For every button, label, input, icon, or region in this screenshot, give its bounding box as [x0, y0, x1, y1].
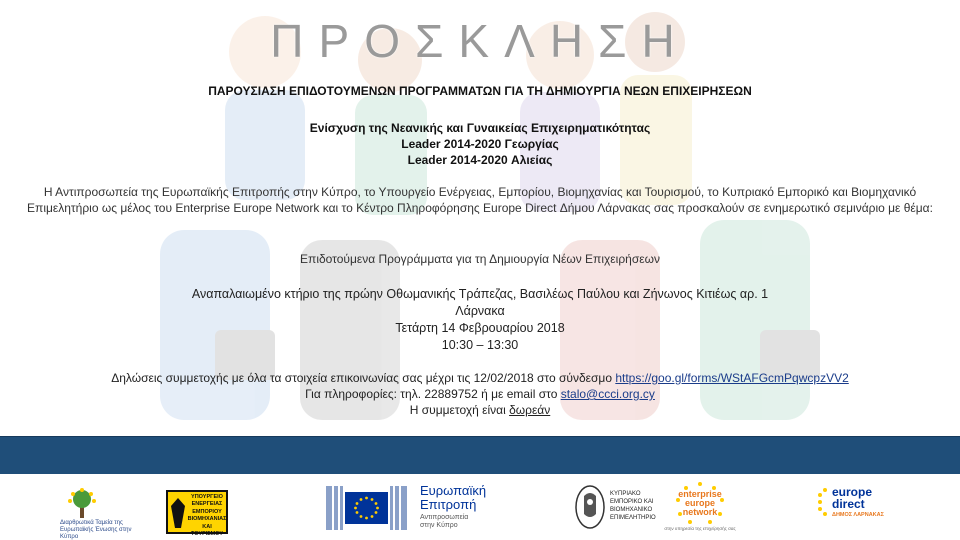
venue-city: Λάρνακα	[455, 304, 505, 318]
europe-direct-name-line: europe	[832, 485, 873, 499]
europe-direct-logo	[814, 482, 894, 534]
free-line	[0, 402, 960, 418]
program-list	[0, 120, 960, 168]
ministry-name-line: ΚΑΙ ΤΟΥΡΙΣΜΟΥ	[191, 523, 223, 538]
chamber-name-line: ΒΙΟΜΗΧΑΝΙΚΟ	[610, 507, 653, 513]
europe-direct-municipality: ΔΗΜΟΣ ΛΑΡΝΑΚΑΣ	[832, 512, 884, 518]
registration-link[interactable]: https://goo.gl/forms/WStAFGcmPqwcpzVV2	[615, 371, 849, 385]
commission-name	[420, 484, 486, 512]
partner-logos	[0, 474, 960, 540]
europe-direct-stars-icon	[818, 488, 832, 516]
venue-address: Αναπαλαιωμένο κτήριο της πρώην Οθωμανικής Τράπεζας, Βασιλέως Παύλου και Ζήνωνος Κιτιέως αρ. 1	[191, 287, 769, 301]
ministry-name-line: ΕΝΕΡΓΕΙΑΣ	[191, 501, 223, 508]
ministry-emblem-icon	[171, 498, 185, 528]
program-line: Leader 2014-2020 Γεωργίας	[401, 137, 559, 151]
contact-text: Για πληροφορίες: τηλ. 22889752 ή με email στο	[305, 387, 561, 401]
een-tagline: στην υπηρεσία της επιχείρησής σας	[664, 526, 736, 531]
ministry-name-line: ΥΠΟΥΡΓΕΙΟ	[191, 494, 223, 500]
venue-details	[0, 286, 960, 354]
commission-building-icon	[322, 482, 412, 534]
event-time: 10:30 – 13:30	[441, 338, 519, 352]
contact-info	[0, 370, 960, 418]
contact-email-link[interactable]: stalo@ccci.org.cy	[560, 387, 655, 401]
chamber-name-line: ΕΠΙΜΕΛΗΤΗΡΙΟ	[610, 515, 656, 521]
commission-subtitle-line: στην Κύπρο	[420, 522, 458, 529]
europe-direct-name	[832, 486, 872, 510]
structural-funds-logo	[60, 488, 140, 540]
contact-line	[0, 386, 960, 402]
tree-icon	[64, 488, 100, 518]
commission-subtitle-line: Αντιπροσωπεία	[420, 514, 469, 521]
enterprise-europe-network-logo	[662, 480, 738, 534]
een-name-line: europe	[684, 498, 715, 508]
commission-name-line: Ευρωπαϊκή	[420, 483, 487, 498]
seminar-topic: Επιδοτούμενα Προγράμματα για τη Δημιουργία Νέων Επιχειρήσεων	[300, 252, 660, 266]
european-commission-logo	[322, 482, 512, 534]
chamber-emblem-icon	[574, 484, 606, 530]
een-name-line: enterprise	[678, 489, 722, 499]
een-name	[662, 490, 738, 517]
invitation-paragraph: Η Αντιπροσωπεία της Ευρωπαϊκής Επιτροπής στην Κύπρο, το Υπουργείο Ενέργειας, Εμπορίου, Βιομηχανίας και Τουρισμού, το Κυπριακό Εμπορικό και Βιομηχανικό Επιμελητήριο ως μέλος του Enterprise Europe Network και το Κέντρο Πληροφόρησης Europe Direct Δήμου Λάρνακας σας προσκαλούν σε ενημερωτικό σεμινάριο με θέμα:	[27, 185, 933, 215]
free-word: δωρεάν	[509, 403, 551, 417]
structural-funds-label: Διαρθρωτικά Ταμεία της Ευρωπαϊκής Ένωσης στην Κύπρο	[60, 520, 132, 540]
event-date: Τετάρτη 14 Φεβρουαρίου 2018	[395, 321, 565, 335]
page-title: ΠΡΟΣΚΛΗΣΗ	[270, 15, 690, 67]
footer-band	[0, 436, 960, 474]
subtitle: ΠΑΡΟΥΣΙΑΣΗ ΕΠΙΔΟΤΟΥΜΕΝΩΝ ΠΡΟΓΡΑΜΜΑΤΩΝ ΓΙΑ ΤΗ ΔΗΜΙΟΥΡΓΙΑ ΝΕΩΝ ΕΠΙΧΕΙΡΗΣΕΩΝ	[208, 84, 752, 98]
commission-subtitle	[420, 514, 468, 530]
commission-name-line: Επιτροπή	[420, 497, 477, 512]
program-line: Leader 2014-2020 Αλιείας	[407, 153, 553, 167]
ministry-name-line: ΕΜΠΟΡΙΟΥ	[192, 508, 222, 515]
free-text: Η συμμετοχή είναι	[409, 403, 510, 417]
program-line: Ενίσχυση της Νεανικής και Γυναικείας Επιχειρηματικότητας	[309, 121, 651, 135]
ministry-name-line: ΒΙΟΜΗΧΑΝΙΑΣ	[187, 516, 227, 523]
ministry-logo	[166, 490, 228, 538]
chamber-name-line: ΕΜΠΟΡΙΚΟ ΚΑΙ	[610, 499, 654, 505]
chamber-logo	[574, 484, 660, 534]
chamber-name	[610, 490, 656, 522]
een-name-line: network	[682, 507, 718, 517]
chamber-name-line: ΚΥΠΡΙΑΚΟ	[610, 491, 641, 497]
registration-text: Δηλώσεις συμμετοχής με όλα τα στοιχεία επικοινωνίας σας μέχρι τις 12/02/2018 στο σύνδεσμο	[111, 371, 616, 385]
europe-direct-name-line: direct	[832, 497, 865, 511]
ministry-name	[186, 494, 228, 538]
registration-line	[0, 370, 960, 386]
